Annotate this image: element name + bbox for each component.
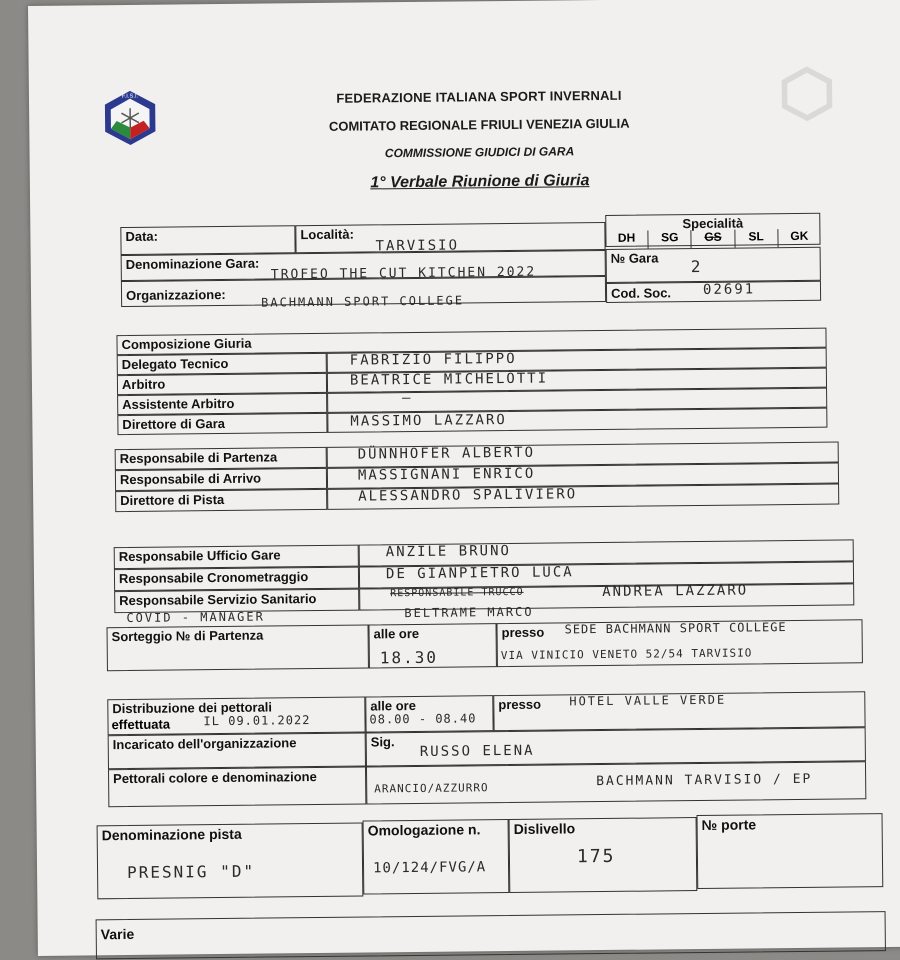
pista-table — [28, 0, 900, 6]
giuria-table — [28, 0, 900, 6]
giuria-row-label: Delegato Tecnico — [117, 353, 327, 375]
sorteggio-presso-label: presso — [496, 619, 862, 667]
colore-denominazione-value: BACHMANN TARVISIO / EP — [596, 772, 812, 789]
ufficio-row-value: DE GIANPIETRO LUCA — [386, 564, 574, 582]
ufficio-struck-value: RESPONSABILE TRUCCO — [390, 587, 523, 599]
cod-soc-label: Cod. Soc. — [606, 281, 821, 303]
giuria-row-value: MASSIMO LAZZARO — [350, 412, 507, 430]
giuria-row-value: — — [402, 390, 413, 406]
varie-label: Varie — [96, 911, 886, 959]
responsabili-row-label: Responsabile di Partenza — [115, 447, 327, 470]
giuria-title: Composizione Giuria — [116, 328, 826, 355]
sig-value: RUSSO ELENA — [420, 743, 535, 760]
pista-denominazione-label: Denominazione pista — [97, 823, 364, 900]
responsabili-row-value: MASSIGNANI ENRICO — [358, 466, 535, 484]
specialita-sl: SL — [735, 229, 778, 247]
effettuata-value: IL 09.01.2022 — [203, 713, 310, 728]
data-label: Data: — [120, 225, 295, 255]
specialita-sg: SG — [649, 230, 692, 248]
ufficio-row-label: Responsabile Ufficio Gare — [114, 545, 359, 570]
document-page — [28, 0, 900, 956]
ufficio-row-value: ANZILE BRUNO — [386, 543, 511, 560]
sorteggio-label: Sorteggio № di Partenza — [107, 624, 369, 671]
document-title: 1° Verbale Riunione di Giuria — [30, 169, 900, 196]
logo-text: F.I.S.I. — [122, 94, 139, 100]
pista-denominazione-value: PRESNIG "D" — [127, 862, 255, 882]
denominazione-label: Denominazione Gara: — [121, 250, 606, 281]
denominazione-value: TROFEO THE CUT KITCHEN 2022 — [271, 265, 536, 283]
giuria-row-value: FABRIZIO FILIPPO — [350, 351, 517, 369]
ufficio-table — [28, 0, 900, 6]
colore-label: Pettorali colore e denominazione — [108, 767, 366, 808]
cod-soc-value: 02691 — [703, 281, 755, 298]
dislivello-value: 175 — [577, 846, 616, 867]
ufficio-row-label: Responsabile Servizio Sanitario — [114, 589, 359, 614]
responsabili-row-label: Responsabile di Arrivo — [115, 468, 327, 491]
specialita-label: Specialità — [610, 215, 815, 232]
omologazione-value: 10/124/FVG/A — [373, 859, 486, 876]
race-info-table — [28, 0, 900, 6]
incaricato-label: Incaricato dell'organizzazione — [108, 733, 366, 770]
dislivello-label: Dislivello — [509, 817, 698, 893]
specialita-dh: DH — [605, 231, 648, 249]
giuria-row-label: Direttore di Gara — [117, 413, 327, 435]
porte-label: № porte — [697, 813, 884, 889]
nr-gara-value: 2 — [691, 257, 703, 276]
responsabili-table — [28, 0, 900, 6]
pettorali-presso-value: HOTEL VALLE VERDE — [569, 693, 726, 709]
giuria-row-label: Assistente Arbitro — [117, 393, 327, 415]
pettorali-ore-value: 08.00 - 08.40 — [369, 711, 476, 726]
sorteggio-ore-value: 18.30 — [380, 648, 438, 668]
covid-manager-label: COVID - MANAGER — [126, 610, 265, 625]
nr-gara-label: № Gara — [606, 247, 821, 283]
header-federation: FEDERAZIONE ITALIANA SPORT INVERNALI — [29, 85, 900, 109]
giuria-row-value: BEATRICE MICHELOTTI — [350, 371, 548, 389]
localita-value: TARVISIO — [375, 238, 459, 255]
giuria-row-label: Arbitro — [117, 373, 327, 395]
distribuzione-label: Distribuzione dei pettorali — [107, 697, 365, 736]
specialita-options — [605, 229, 820, 249]
ufficio-row-label: Responsabile Cronometraggio — [114, 567, 359, 592]
localita-label: Località: — [295, 222, 605, 253]
specialita-gk: GK — [778, 229, 820, 247]
responsabili-row-label: Direttore di Pista — [115, 489, 327, 512]
specialita-gs: GS — [692, 230, 735, 248]
sorteggio-presso-line1: SEDE BACHMANN SPORT COLLEGE — [564, 620, 786, 636]
organizzazione-value: BACHMANN SPORT COLLEGE — [261, 293, 464, 309]
sorteggio-table — [28, 0, 900, 6]
pettorali-ore-label: alle ore — [365, 695, 493, 732]
responsabili-row-value: ALESSANDRO SPALIVIERO — [358, 486, 577, 504]
header-committee: COMITATO REGIONALE FRIULI VENEZIA GIULIA — [29, 113, 900, 137]
sorteggio-presso-line2: VIA VINICIO VENETO 52/54 TARVISIO — [501, 646, 753, 662]
pettorali-presso-label: presso — [493, 691, 865, 731]
colore-value: ARANCIO/AZZURRO — [374, 781, 488, 795]
omologazione-label: Omologazione n. — [363, 819, 510, 895]
sorteggio-ore-label: alle ore — [368, 623, 496, 668]
ufficio-row-value: ANDREA LAZZARO — [602, 582, 748, 600]
sig-label: Sig. — [366, 727, 866, 766]
responsabili-row-value: DÜNNHOFER ALBERTO — [358, 445, 535, 463]
covid-manager-value: BELTRAME MARCO — [404, 605, 533, 620]
header-commission: COMMISSIONE GIUDICI DI GARA — [30, 141, 900, 164]
effettuata-label: effettuata — [111, 717, 170, 733]
organizzazione-label: Organizzazione: — [121, 276, 606, 307]
pettorali-table — [28, 0, 900, 6]
